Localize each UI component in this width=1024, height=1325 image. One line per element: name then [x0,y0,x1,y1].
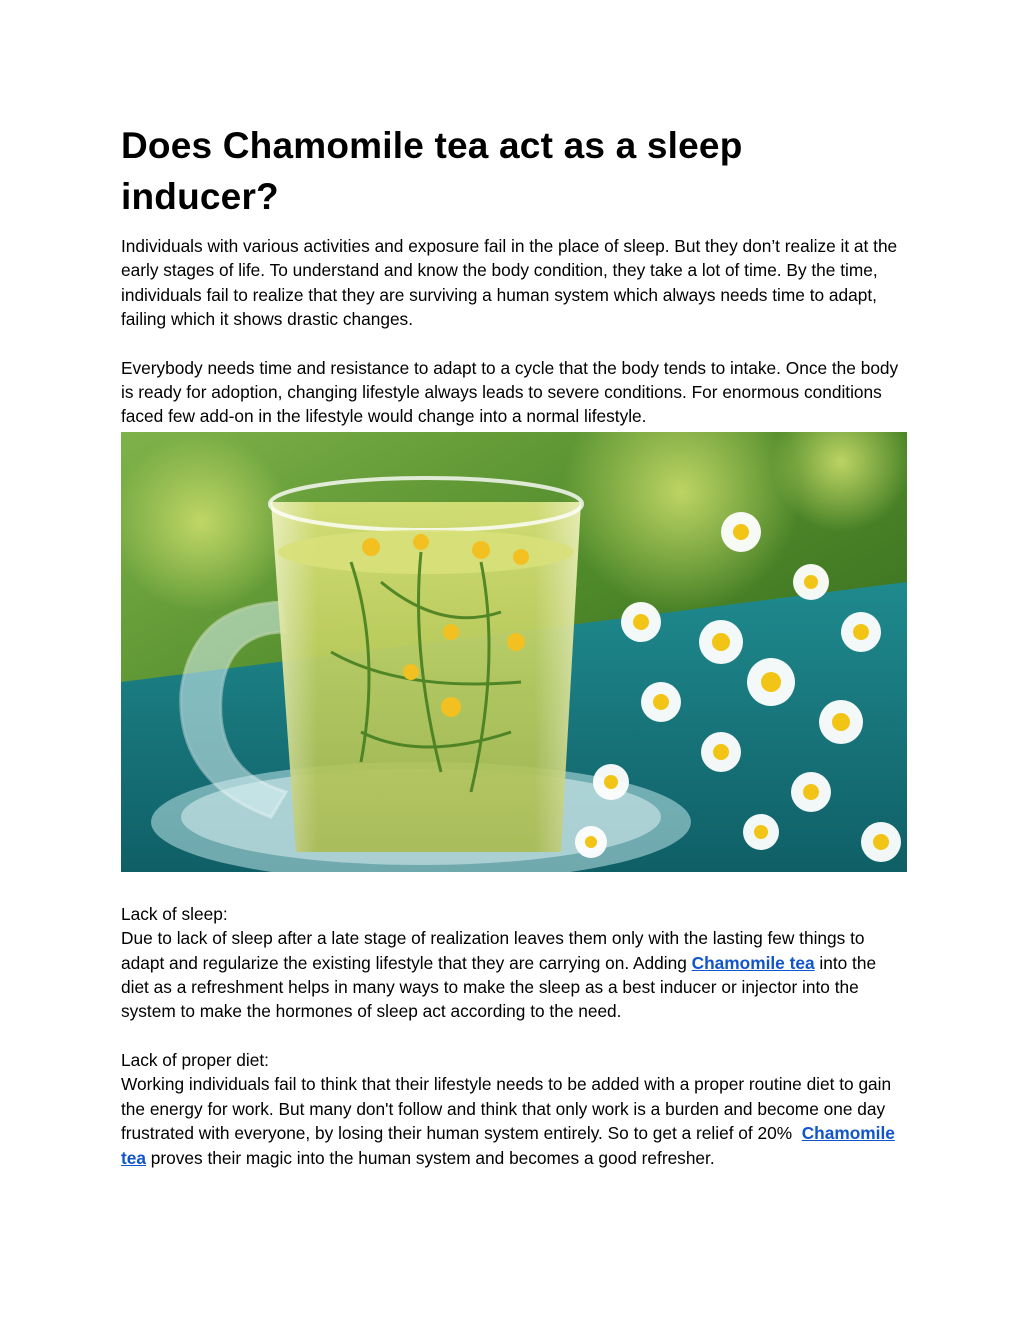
document-page [121,120,907,1170]
lack-of-sleep-paragraph: Due to lack of sleep after a late stage of realization leaves them only with the lasting few things to adapt and regularize the existing lifestyle that they are carrying on. Adding Chamomile tea into the diet as a refreshment helps in many ways to make the sleep as a best inducer or injector into the system to make the hormones of sleep act according to the need. [121,928,877,1022]
lack-of-diet-heading: Lack of proper diet: [121,1049,269,1070]
lack-of-diet-paragraph: Working individuals fail to think that their lifestyle needs to be added with a proper routine diet to gain the energy for work. But many don't follow and think that only work is a burden and become one day frustrated with everyone, by losing their human system entirely. So to get a relief of 20% Chamomile tea proves their magic into the human system and becomes a good refresher. [121,1074,896,1168]
chamomile-tea-link-2[interactable]: Chamomile tea [121,1123,895,1168]
chamomile-tea-link-1[interactable]: Chamomile tea [691,952,815,973]
intro-paragraph-2: Everybody needs time and resistance to adapt to a cycle that the body tends to intake. Once the body is ready for adoption, changing lifestyle always leads to severe conditions. For enormous conditions faced few add-on in the lifestyle would change into a normal lifestyle. [121,357,899,427]
chamomile-tea-photo [121,432,907,872]
article-title: Does Chamomile tea act as a sleep inducer? [121,125,743,217]
intro-paragraph-1: Individuals with various activities and exposure fail in the place of sleep. But they don’t realize it at the early stages of life. To understand and know the body condition, they take a lot of time. By the time, individuals fail to realize that they are surviving a human system which always needs time to adapt, failing which it shows drastic changes. [121,236,898,330]
lack-of-sleep-heading: Lack of sleep: [121,903,228,924]
